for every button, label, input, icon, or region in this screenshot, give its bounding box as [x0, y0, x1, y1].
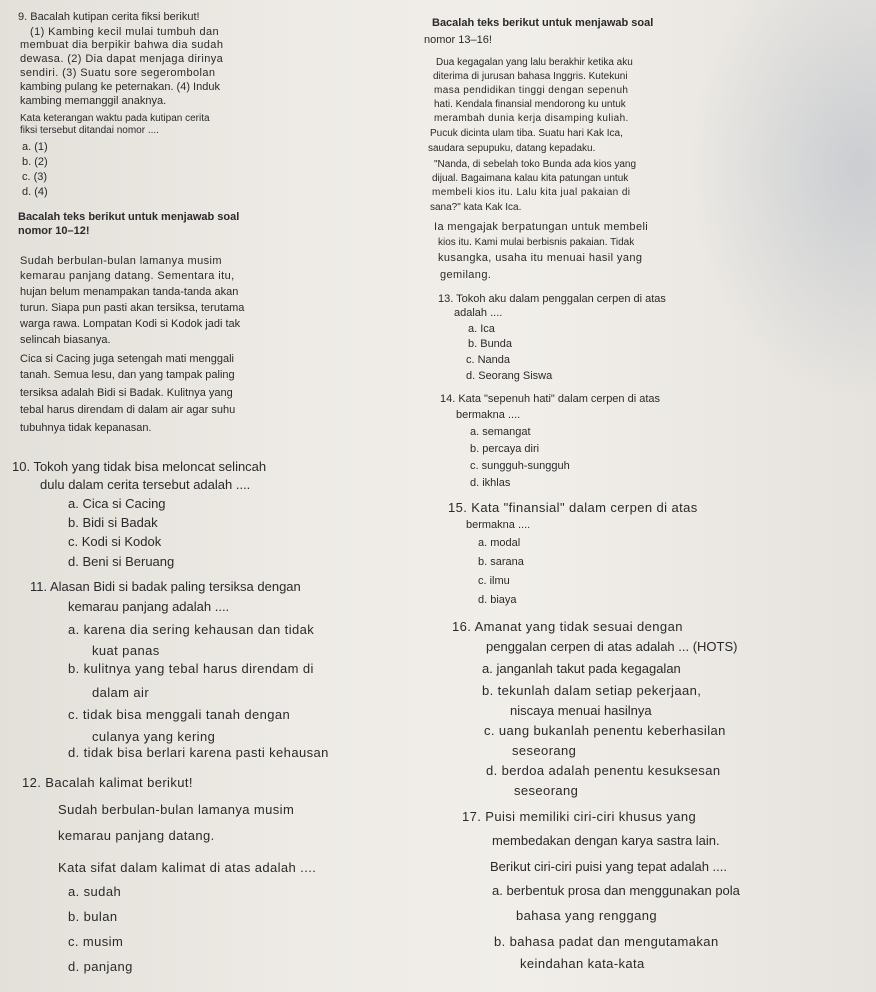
- q9-paragraph-line: membuat dia berpikir bahwa dia sudah: [20, 39, 224, 51]
- passage-line: Dua kegagalan yang lalu berakhir ketika aku: [436, 57, 633, 68]
- q16-question: 16. Amanat yang tidak sesuai dengan: [452, 619, 683, 634]
- q11-option: a. karena dia sering kehausan dan tidak: [68, 622, 315, 637]
- q14-option: d. ikhlas: [470, 477, 511, 489]
- q16-option: seseorang: [512, 743, 577, 758]
- passage-line: selincah biasanya.: [20, 334, 111, 346]
- background-shadow: [676, 0, 876, 420]
- passage-line: Sudah berbulan-bulan lamanya musim: [20, 255, 222, 267]
- q15-option: a. modal: [478, 537, 521, 549]
- q12-option: c. musim: [68, 934, 124, 949]
- passage-line: Ia mengajak berpatungan untuk membeli: [434, 221, 649, 233]
- q12-option: a. sudah: [68, 884, 122, 899]
- passage-line: hati. Kendala finansial mendorong ku untuk: [434, 99, 626, 110]
- q11-question: 11. Alasan Bidi si badak paling tersiksa dengan: [30, 579, 301, 594]
- q16-option: d. berdoa adalah penentu kesuksesan: [486, 763, 721, 778]
- q9-paragraph-line: kambing memanggil anaknya.: [20, 95, 167, 107]
- q15-question: 15. Kata "finansial" dalam cerpen di atas: [448, 500, 698, 515]
- q13-question: 13. Tokoh aku dalam penggalan cerpen di atas: [438, 293, 666, 305]
- q16-option: niscaya menuai hasilnya: [510, 703, 652, 718]
- passage-line: tanah. Semua lesu, dan yang tampak paling: [20, 369, 235, 381]
- passage-line: tersiksa adalah Bidi si Badak. Kulitnya yang: [20, 387, 233, 399]
- q17-option: b. bahasa padat dan mengutamakan: [494, 934, 719, 949]
- q10-question: 10. Tokoh yang tidak bisa meloncat selincah: [12, 459, 267, 474]
- q13-option: a. Ica: [468, 323, 495, 335]
- passage-line: gemilang.: [440, 269, 492, 281]
- q9-option: b. (2): [22, 156, 48, 168]
- passage-line: masa pendidikan tinggi dengan sepenuh: [434, 85, 629, 96]
- passage-line: hujan belum menampakan tanda-tanda akan: [20, 286, 239, 298]
- q14-option: b. percaya diri: [470, 443, 540, 455]
- q17-question: 17. Puisi memiliki ciri-ciri khusus yang: [462, 809, 697, 824]
- q10-option: b. Bidi si Badak: [68, 515, 158, 530]
- passage-line: kemarau panjang datang. Sementara itu,: [20, 270, 235, 282]
- passage-line: tubuhnya tidak kepanasan.: [20, 422, 152, 434]
- q16-question: penggalan cerpen di atas adalah ... (HOTS): [486, 639, 738, 654]
- q9-heading: 9. Bacalah kutipan cerita fiksi berikut!: [18, 11, 200, 23]
- q11-option: culanya yang kering: [92, 729, 216, 744]
- q9-paragraph-line: dewasa. (2) Dia dapat menjaga dirinya: [20, 53, 224, 65]
- q16-option: b. tekunlah dalam setiap pekerjaan,: [482, 683, 702, 698]
- q11-question: kemarau panjang adalah ....: [68, 599, 230, 614]
- q15-question: bermakna ....: [466, 519, 531, 531]
- q16-option: c. uang bukanlah penentu keberhasilan: [484, 723, 726, 738]
- q11-option: b. kulitnya yang tebal harus direndam di: [68, 661, 314, 676]
- passage-line: Pucuk dicinta ulam tiba. Suatu hari Kak Ica,: [430, 128, 623, 139]
- q10-option: c. Kodi si Kodok: [68, 534, 162, 549]
- passage-line: turun. Siapa pun pasti akan tersiksa, terutama: [20, 302, 245, 314]
- q17-option: a. berbentuk prosa dan menggunakan pola: [492, 883, 740, 898]
- q13-option: c. Nanda: [466, 354, 511, 366]
- q11-option: c. tidak bisa menggali tanah dengan: [68, 707, 291, 722]
- q12-quote: Sudah berbulan-bulan lamanya musim: [58, 802, 295, 817]
- q9-paragraph-line: kambing pulang ke peternakan. (4) Induk: [20, 81, 220, 93]
- q10-question: dulu dalam cerita tersebut adalah ....: [40, 477, 251, 492]
- passage-line: kios itu. Kami mulai berbisnis pakaian. Tidak: [438, 237, 635, 248]
- q12-option: b. bulan: [68, 909, 118, 924]
- q17-option: keindahan kata-kata: [520, 956, 645, 971]
- q13-question: adalah ....: [454, 307, 503, 319]
- section-instruction: nomor 13–16!: [424, 34, 492, 46]
- section-instruction: Bacalah teks berikut untuk menjawab soal: [432, 17, 654, 29]
- q9-paragraph-line: (1) Kambing kecil mulai tumbuh dan: [30, 26, 220, 38]
- passage-line: kusangka, usaha itu menuai hasil yang: [438, 252, 643, 264]
- q16-option: seseorang: [514, 783, 579, 798]
- q9-option: c. (3): [22, 171, 48, 183]
- passage-line: membeli kios itu. Lalu kita jual pakaian di: [432, 187, 631, 198]
- q17-question: membedakan dengan karya sastra lain.: [492, 833, 720, 848]
- q9-prompt-line: fiksi tersebut ditandai nomor ....: [20, 125, 159, 136]
- q15-option: b. sarana: [478, 556, 524, 568]
- q12-prompt: Kata sifat dalam kalimat di atas adalah ....: [58, 860, 317, 875]
- passage-line: warga rawa. Lompatan Kodi si Kodok jadi tak: [20, 318, 241, 330]
- q11-option: dalam air: [92, 685, 150, 700]
- q14-option: c. sungguh-sungguh: [470, 460, 570, 472]
- q15-option: c. ilmu: [478, 575, 510, 587]
- q12-option: d. panjang: [68, 959, 133, 974]
- q13-option: d. Seorang Siswa: [466, 370, 553, 382]
- q11-option: d. tidak bisa berlari karena pasti kehausan: [68, 745, 329, 760]
- q14-question: bermakna ....: [456, 409, 521, 421]
- q9-paragraph-line: sendiri. (3) Suatu sore segerombolan: [20, 67, 216, 79]
- passage-line: "Nanda, di sebelah toko Bunda ada kios yang: [434, 159, 637, 170]
- passage-line: saudara sepupuku, datang kepadaku.: [428, 143, 596, 154]
- section-instruction: Bacalah teks berikut untuk menjawab soal: [18, 211, 240, 223]
- q12-quote: kemarau panjang datang.: [58, 828, 215, 843]
- q9-prompt-line: Kata keterangan waktu pada kutipan cerita: [20, 113, 210, 124]
- q14-option: a. semangat: [470, 426, 531, 438]
- q12-question: 12. Bacalah kalimat berikut!: [22, 775, 193, 790]
- passage-line: diterima di jurusan bahasa Inggris. Kutekuni: [433, 71, 628, 82]
- passage-line: merambah dunia kerja disamping kuliah.: [434, 113, 629, 124]
- q10-option: a. Cica si Cacing: [68, 496, 166, 511]
- q17-question: Berikut ciri-ciri puisi yang tepat adalah ....: [490, 859, 727, 874]
- q14-question: 14. Kata "sepenuh hati" dalam cerpen di atas: [440, 393, 661, 405]
- passage-line: Cica si Cacing juga setengah mati menggali: [20, 353, 235, 365]
- q13-option: b. Bunda: [468, 338, 513, 350]
- q9-option: a. (1): [22, 141, 48, 153]
- passage-line: tebal harus direndam di dalam air agar suhu: [20, 404, 236, 416]
- section-instruction: nomor 10–12!: [18, 225, 90, 237]
- q11-option: kuat panas: [92, 643, 160, 658]
- q15-option: d. biaya: [478, 594, 517, 606]
- q17-option: bahasa yang renggang: [516, 908, 658, 923]
- q10-option: d. Beni si Beruang: [68, 554, 175, 569]
- passage-line: dijual. Bagaimana kalau kita patungan untuk: [432, 173, 629, 184]
- q9-option: d. (4): [22, 186, 48, 198]
- passage-line: sana?" kata Kak Ica.: [430, 202, 522, 213]
- q16-option: a. janganlah takut pada kegagalan: [482, 661, 681, 676]
